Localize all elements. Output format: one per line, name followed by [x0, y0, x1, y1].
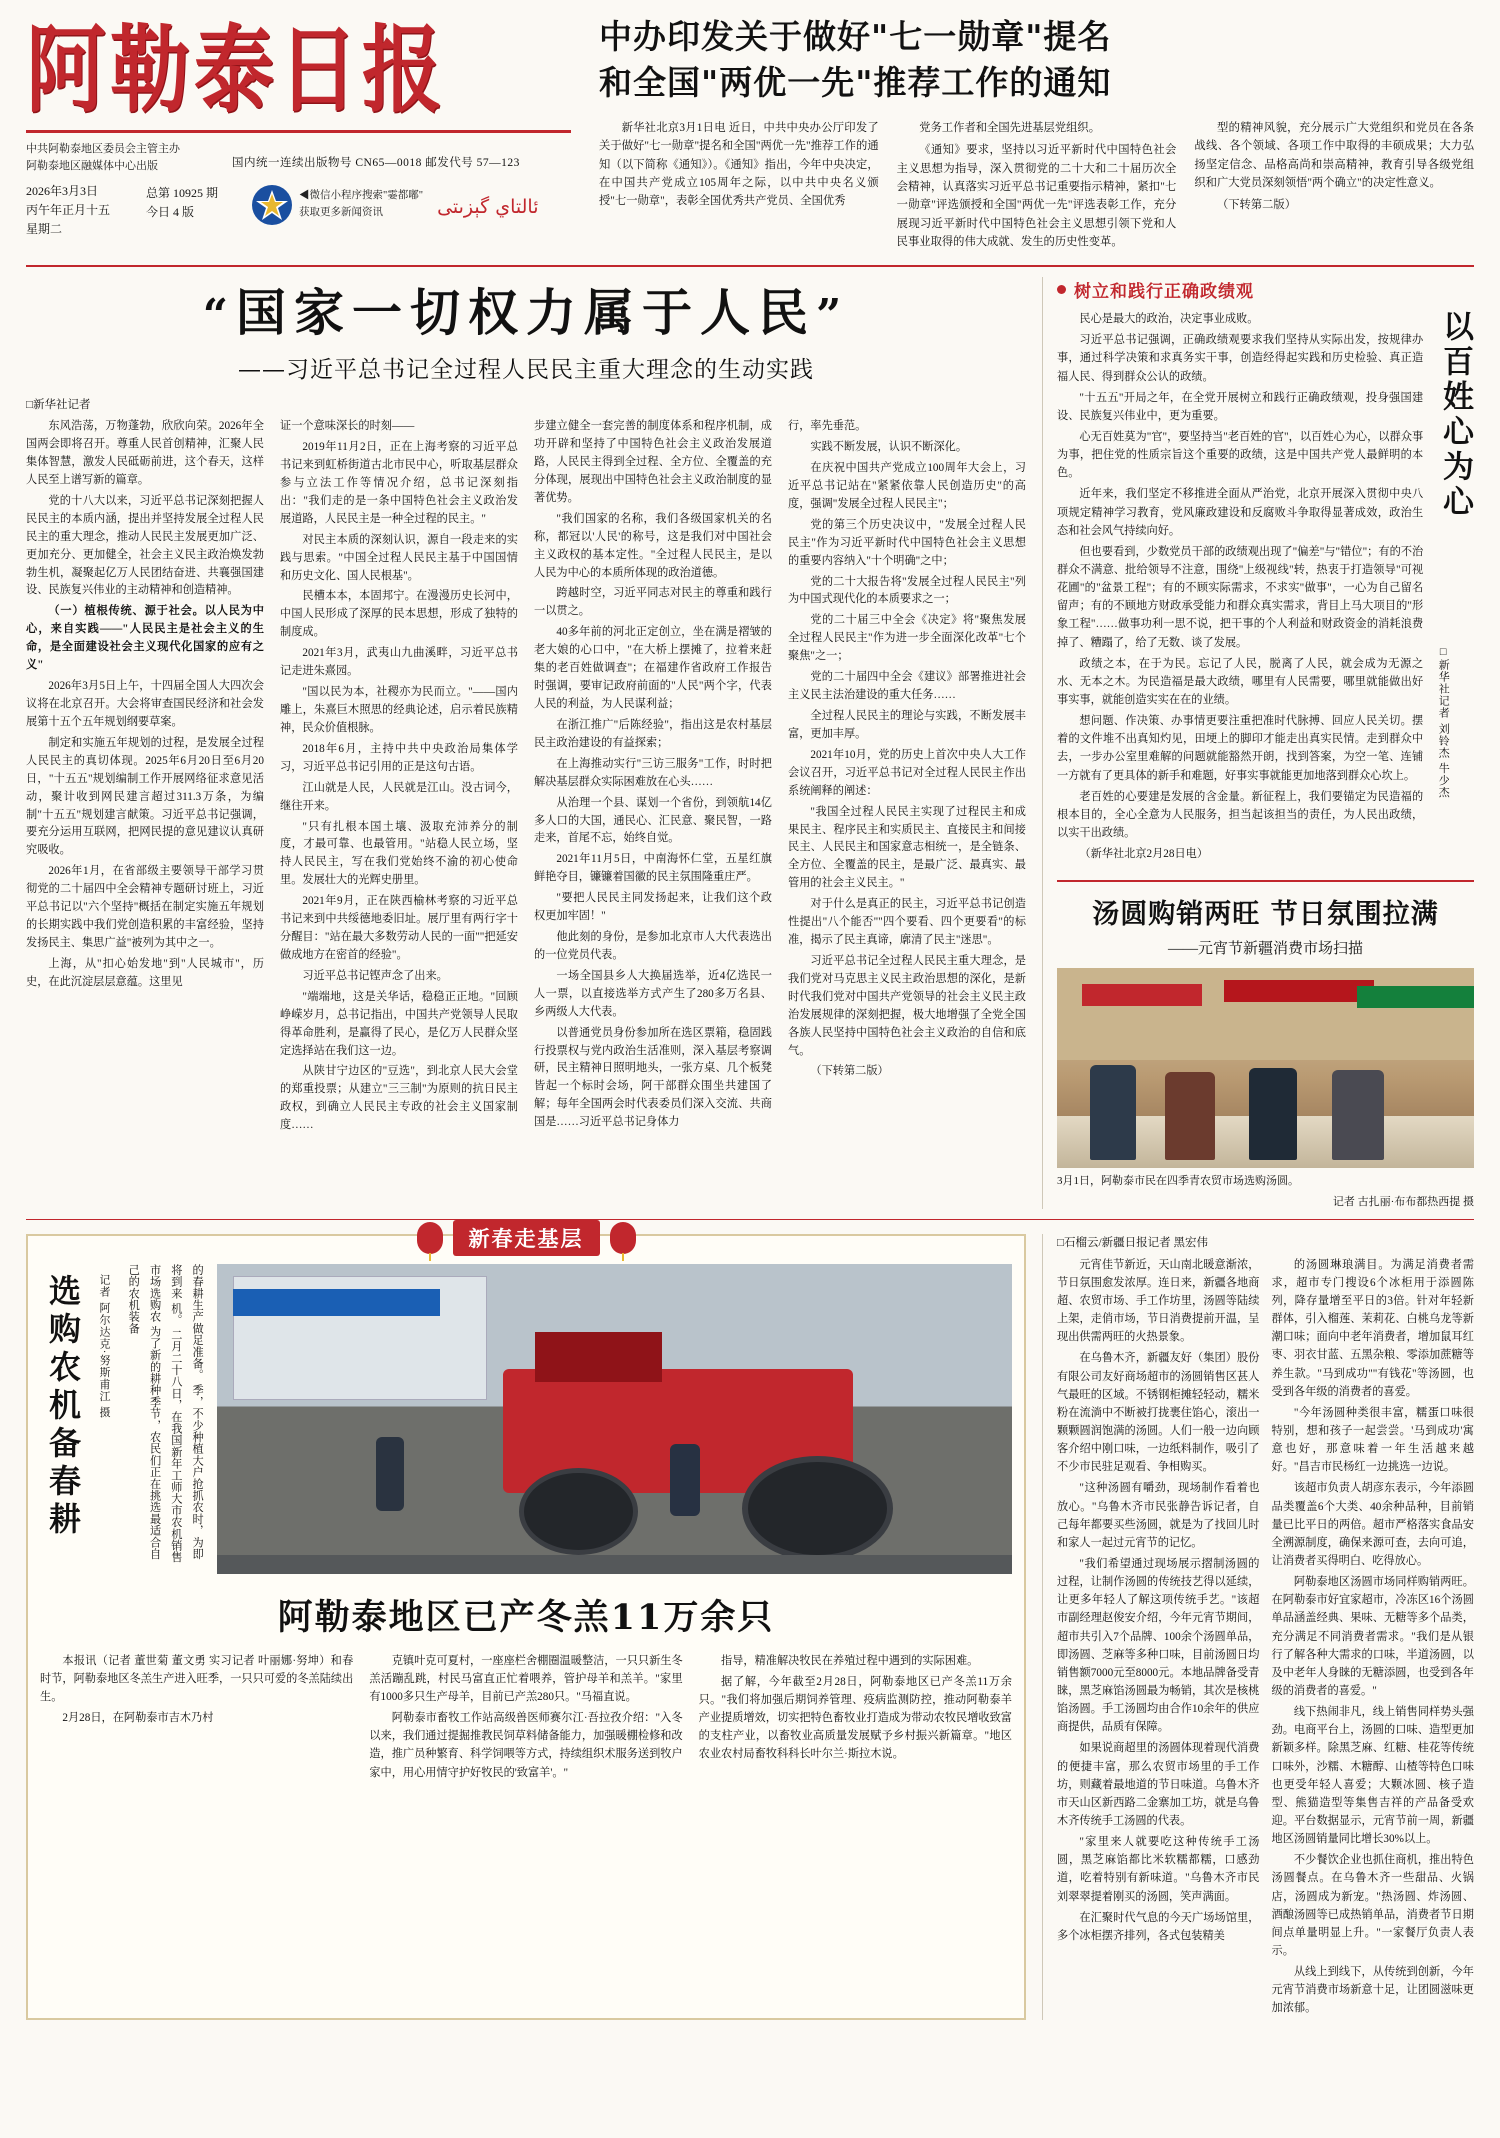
paragraph: 近年来，我们坚定不移推进全面从严治党，北京开展深入贯彻中央八项规定精神学习教育，党风廉政建设和反腐败斗争取得显著成效，政治生态和社会风气持续向好。	[1057, 488, 1424, 537]
paragraph: "这种汤圆有嚼劲，现场制作看着也放心。"乌鲁木齐市民张静告诉记者，自己每年都要买些汤圆，就是为了找回儿时和家人一起过元宵节的记忆。	[1057, 1482, 1260, 1549]
paragraph: 如果说商超里的汤圆体现着现代消费的便捷丰富，那么农贸市场里的手工作坊，则藏着最地道的节日味道。乌鲁木齐市天山区新西路二金寨加工坊，就是乌鲁木齐传统手工汤圆的代表。	[1057, 1742, 1260, 1827]
photo-person-4	[1332, 1070, 1384, 1160]
section-heading: （一）植根传统、源于社会。以人民为中心，来自实践——"人民民主是社会主义的生命，是全面建设社会主义现代化国家的应有之义"	[26, 605, 264, 672]
miniprogram-promo[interactable]	[251, 182, 539, 226]
feature-headline-text: 国家一切权力属于人民	[236, 283, 816, 343]
top-story-col-3	[1194, 119, 1474, 255]
paragraph: 2021年10月，党的历史上首次中央人大工作会议召开，习近平总书记对全过程人民民主作出系统阐释的阐述：	[788, 748, 1026, 797]
paragraph: 上海，从"扣心始发地"到"人民城市"，历史，在此沉淀层层意蕴。这里见	[26, 957, 264, 988]
paragraph: 制定和实施五年规划的过程，是发展全过程人民民主的真切体现。2025年6月20日至6月20日，"十五五"规划编制工作开展网络征求意见活动，聚计收到网民建言超过311.3万条，为编制"十五五"规划建言献策。习近平总书记强调，要充分运用互联网，把网民提的意见建议认真研究吸收。	[26, 736, 264, 857]
spring-banner	[371, 1220, 681, 1256]
paragraph: "今年汤圆种类很丰富，糯蛋口味很特别，想和孩子一起尝尝。'马到成功'寓意也好，那意味着一年生活越来越好。"昌吉市民杨红一边挑选一边说。	[1271, 1406, 1474, 1474]
masthead-right	[585, 14, 1474, 255]
paragraph: "端端地，这是关华话，稳稳正正地。"回顾峥嵘岁月，总书记指出，中国共产党领导人民取得革命胜利，是赢得了民心，是亿万人民群众坚定选择站在我们这一边。	[280, 990, 518, 1057]
paragraph: 2021年11月5日，中南海怀仁堂，五星红旗鲜艳夺目，镰镰着国徽的民主氛围隆重庄严。	[534, 853, 772, 884]
paragraph: 该超市负责人胡彦东表示，今年添圆品类覆盖6个大类、40余种品种，目前销量已比平日的两倍。超市严格落实食品安全溯源制度，确保来源可查，去向可追，让消费者买得明白、吃得放心。	[1271, 1482, 1474, 1567]
paragraph: 2月28日，在阿勒泰市吉木乃村	[62, 1712, 214, 1725]
paragraph: 心无百姓莫为"官"，要坚持当"老百姓的官"，以百姓心为心，以群众事为事，把住党的性质宗旨这个重要的政绩，这是中国共产党人最鲜明的本色。	[1057, 430, 1424, 480]
tangyuan-col-2	[1272, 1256, 1475, 2021]
top-story-columns	[599, 119, 1474, 255]
paragraph: 江山就是人民，人民就是江山。没古词今，继往开来。	[280, 781, 518, 812]
commentary-title: 以百姓心为心	[1437, 310, 1473, 521]
tractor-vertical-title: 选购农机备春耕	[44, 1273, 82, 1540]
lamb-columns	[40, 1652, 1012, 1785]
market-photo-scene	[1057, 968, 1474, 1168]
paragraph: 从线上到线下，从传统到创新，今年元宵节消费市场新意十足，让团圆滋味更加浓郁。	[1271, 1966, 1474, 2015]
paragraph: 对民主本质的深刻认识，源自一段走来的实践与思索。"中国全过程人民民主基于中国国情和历史文化、国人民根基"。	[280, 533, 518, 582]
spring-banner-label: 新春走基层	[453, 1220, 600, 1256]
paragraph: 证一个意味深长的时刻——	[280, 420, 415, 433]
paragraph: "只有扎根本国土壤、汲取充沛养分的制度，才最可靠、也最管用。"站稳人民立场，坚持人民民主，写在我们党始终不渝的初心使命里。发展壮大的光辉史册里。	[280, 820, 518, 887]
publisher-line-2: 阿勒泰地区融媒体中心出版	[26, 159, 158, 172]
date-lunar: 丙午年正月十五	[26, 203, 111, 218]
paragraph: 元宵佳节新近，天山南北暖意渐浓，节日氛围愈发浓厚。连日来，新疆各地商超、农贸市场、手工作坊里，汤圆等陆续上架，走俏市场，节日消费提前开温，呈现出供需两旺的火热景象。	[1057, 1258, 1260, 1344]
feature-columns	[26, 418, 1026, 1138]
paragraph: 老百姓的心要建是发展的含金量。新征程上，我们要锚定为民造福的根本目的，全心全意为人民服务，担当起该担当的责任，为人民出政绩，以实干出政绩。	[1057, 790, 1424, 839]
market-photo-caption: 3月1日，阿勒泰市民在四季青农贸市场选购汤圆。	[1057, 1175, 1299, 1188]
paragraph: 党的二十大报告将"发展全过程人民民主"列为中国式现代化的本质要求之一；	[788, 575, 1026, 606]
photo-store-sign-3	[1357, 986, 1474, 1008]
photo-person-3	[1249, 1068, 1297, 1160]
paragraph: 东风浩荡，万物蓬勃，欣欣向荣。2026年全国两会即将召开。尊重人民首创精神，汇聚人民集体智慧，激发人民砥砺前进，这个春天，这样人民至上谱写新的篇章。	[26, 420, 264, 486]
feature-col-2	[280, 418, 518, 1138]
feature-col-4	[788, 418, 1026, 1138]
paragraph: 他此刻的身份，是参加北京市人大代表选出的一位党员代表。	[534, 931, 772, 961]
photo-tractor-cab	[535, 1332, 662, 1382]
paragraph: 党的十八大以来，习近平总书记深刻把握人民民主的本质内涵，提出并坚持发展全过程人民民主的重大理念，推动人民民主发展更加广泛、更加充分、更加健全，社会主义民主政治焕发勃勃生机，凝聚起亿万人民团结奋进、共襄强国建设、民族复兴伟业的主动精神和创造精神。	[26, 494, 264, 597]
paragraph: 指导，精准解决牧民在养殖过程中遇到的实际困难。	[721, 1654, 979, 1667]
paragraph: 行，率先垂范。	[788, 420, 867, 433]
paragraph: 习近平总书记全过程人民民主重大理念，是我们党对马克思主义民主政治思想的深化，是新时代我们党对中国共产党领导的社会主义民主政治发展规律的深刻把握，极大地增强了全党全国各族人民坚持中国特色社会主义政治的自信和底气。	[788, 954, 1026, 1057]
bullet-dot-icon	[1057, 285, 1066, 294]
date-weekday: 星期二	[26, 222, 63, 237]
paragraph: "我们国家的名称，我们各级国家机关的名称，都冠以'人民'的称号，这是我们对中国社会主义政权的基本定性。"全过程人民民主，是以人民为中心的本质所体现的政治道德。	[534, 512, 772, 579]
photo-store-sign-2	[1224, 980, 1374, 1002]
lantern-icon-left	[417, 1222, 443, 1254]
lantern-icon-right	[610, 1222, 636, 1254]
star-logo-icon	[251, 184, 293, 226]
tractor-photo	[217, 1264, 1012, 1574]
tangyuan-col-1	[1057, 1256, 1260, 2021]
right-column	[1042, 277, 1474, 1209]
market-photo-credit: 记者 古扎丽·布布都热西提 摄	[1332, 1195, 1474, 1208]
paragraph: 40多年前的河北正定创立，坐在满是褶皱的老大娘的心口中，"在大桥上摆摊了，拉着来赶集的老百姓做调查"；在福建作省政府工作报告时强调，要审记政府前面的"人民"两个字，代表人民的利益，为人民谋利益；	[534, 626, 772, 710]
paragraph: 2026年1月，在省部级主要领导干部学习贯彻党的二十届四中全会精神专题研讨班上，习近平总书记以"六个坚持"概括在制定实施五年规划的长期实践中我们党创造积累的丰富经验，坚持发扬民主、集思广益"被列为其中之一。	[26, 865, 264, 949]
feature-headline	[26, 283, 1026, 343]
issn-info: 国内统一连续出版物号 CN65—0018 邮发代号 57—123	[232, 157, 520, 169]
masthead-date-row	[26, 182, 571, 240]
paragraph: 从陕甘宁边区的"豆选"，到北京人民大会堂的郑重投票；从建立"三三制"为原则的抗日民主政权，到确立人民民主专政的社会主义国家制度……	[280, 1065, 518, 1132]
paragraph: 阿勒泰地区汤圆市场同样购销两旺。在阿勒泰市好宜家超市，冷冻区16个汤圆单品涵盖经典、果味、无糖等多个品类，充分满足不同消费者需求。"我们是从银行了解各种大需求的口味，半道汤圆，以及中老年人身睐的无糖添圆，也受到各年级的消费者的喜爱。"	[1271, 1576, 1474, 1697]
paragraph: 党的二十届四中全会《建议》部署推进社会主义民主法治建设的重大任务……	[788, 671, 1026, 702]
spring-festival-feature	[26, 1225, 1026, 2021]
commentary-kicker-text: 树立和践行正确政绩观	[1074, 282, 1254, 303]
paragraph: 在乌鲁木齐，新疆友好（集团）股份有限公司友好商场超市的汤圆销售区甚人气最旺的区域。不锈钢柜摊轻轻动，糯米粉在流淌中不断被打拢裹住馅心，滚出一颗颗圆润饱满的汤圆。人们一般一边向顾客介绍中刚口味，一边纸料制作，吸引了不少市民驻足观看、争相购买。	[1057, 1352, 1260, 1474]
masthead-left	[26, 14, 571, 240]
feature-article	[26, 277, 1026, 1209]
photo-shop-sign	[233, 1289, 440, 1317]
paragraph: 政绩之本，在于为民。忘记了人民，脱离了人民，就会成为无源之水、无本之木。为民造福是最大政绩，哪里有人民需要，哪里就能做出好事实事，就能创造实实在在的业绩。	[1057, 657, 1424, 706]
top-headline-line-1: 中办印发关于做好"七一勋章"提名	[599, 17, 1112, 56]
paragraph: "十五五"开局之年，在全党开展树立和践行正确政绩观，投身强国建设、民族复兴伟业中，更为重要。	[1057, 391, 1424, 422]
masthead	[26, 14, 1474, 255]
paragraph: （新华社北京2月28日电）	[1079, 848, 1209, 861]
paragraph: 对于什么是真正的民主，习近平总书记创造性提出"八个能否""四个要看、四个更要看"的标准，揭示了民主真谛，廓清了民主"迷思"。	[788, 898, 1026, 947]
paragraph: 不少餐饮企业也抓住商机，推出特色汤圆餐点。在乌鲁木齐一些甜品、火锅店，汤圆成为新宠。"热汤圆、炸汤圆、酒酿汤圆等已成热销单品，消费者节日期间点单量明显上升。"一家餐厅负责人表示。	[1271, 1854, 1474, 1957]
photo-ground	[217, 1555, 1012, 1574]
tractor-caption-text: 的春耕生产做足准备。 季，不少种植大户抢抓农时，为即将到来 机。 二月二十八日，在我国新年工师大市农机销售市场选购农 为了新的耕种季节，农民们正在挑选最适合自己的农机装备	[127, 1263, 204, 1563]
tractor-row	[40, 1264, 1012, 1574]
paragraph: 在汇聚时代气息的今天广场场馆里，多个冰柜摆齐排列，各式包装精美	[1057, 1911, 1260, 1942]
lamb-byline: 本报讯（记者 董世菊 董文勇 实习记者 叶丽娜·努坤）和春时节，阿勒泰地区冬羔生产进入旺季，一只只可爱的冬羔陆续出生。	[40, 1654, 354, 1703]
paragraph: 2026年3月5日上午，十四届全国人大四次会议将在北京召开。大会将审查国民经济和社会发展第十五个五年规划纲要草案。	[26, 680, 264, 728]
photo-person-2	[1165, 1072, 1215, 1160]
paragraph: 从治理一个县、谋划一个省份，到领航14亿多人口的大国，通民心、汇民意、聚民智，一路走来，首尾不忘，始终自觉。	[534, 796, 772, 845]
paragraph: 习近平总书记铿声念了出来。	[302, 969, 448, 982]
masthead-rule	[26, 130, 571, 133]
paragraph: "国以民为本，社稷亦为民而立。"——国内雕上，朱熹巨木照思的经典论述，启示着民族精神，民众价值根脉。	[280, 686, 518, 734]
paragraph: 民心是最大的政治，决定事业成败。	[1079, 313, 1259, 326]
top-headline	[599, 14, 1474, 105]
paragraph: 2018年6月，主持中共中央政治局集体学习，习近平总书记引用的正是这句古语。	[280, 742, 518, 773]
top-story-col-1	[599, 119, 879, 255]
paragraph: 在浙江推广"后陈经验"，指出这是农村基层民主政治建设的有益探索；	[534, 718, 772, 749]
paragraph: 在庆祝中国共产党成立100周年大会上，习近平总书记站在"紧紧依靠人民创造历史"的高度，强调"发展全过程人民民主"；	[788, 461, 1026, 510]
lamb-col-1	[40, 1652, 353, 1785]
paragraph: "我国全过程人民民主实现了过程民主和成果民主、程序民主和实质民主、直接民主和间接民主、人民民主和国家意志相统一，是全链条、全方位、全覆盖的民主，是最广泛、最真实、最管用的社会主义民主。"	[788, 805, 1026, 890]
paragraph: 但也要看到，少数党员干部的政绩观出现了"偏差"与"错位"；有的不治群众不满意、批给领导不注意，围绕"上级视线"转，热衷于打造领导"可视花圃"的"盆景工程"；有的不顾实际需求，不求实"做事"，一心为自己留名留声；有的不顾地方财政承受能力和群众真实需求，背目上马大项目的"形象工程"……做事功利一思不说，把干事的个人利益和财政资金的消耗浪费掉了、糟蹋了，给了无数、谈了发展。	[1057, 545, 1424, 649]
publisher-line-1: 中共阿勒泰地区委员会主管主办	[26, 143, 180, 155]
photo-person-right	[670, 1444, 700, 1516]
paragraph: 民槽本本，本固邦宁。在漫漫历史长河中，中国人民形成了深厚的民本思想，形成了独特的制度成。	[280, 590, 518, 639]
date-gregorian: 2026年3月3日	[26, 184, 99, 198]
paragraph: 党务工作者和全国先进基层党组织。	[919, 122, 1101, 135]
paragraph: （下转第二版）	[1216, 199, 1297, 212]
photo-store-sign-1	[1082, 984, 1202, 1006]
lamb-col-3	[699, 1652, 1012, 1785]
tangyuan-headline: 汤圆购销两旺 节日氛围拉满	[1092, 899, 1439, 931]
paragraph: 《通知》要求，坚持以习近平新时代中国特色社会主义思想为指导，深入贯彻党的二十大和二十届历次全会精神，认真落实习近平总书记重要指示精神，紧扣"七一勋章"评选颁授和全国"两优一先"评选表彰工作，充分展现习近平新时代中国特色社会主义思想引领下党和人民事业取得的伟大成就、发生的历史性变革。	[896, 144, 1177, 248]
paragraph: "家里来人就要吃这种传统手工汤圆，黑芝麻馅都比米软糯都糯，口感劲道，吃着特别有新味道。"乌鲁木齐市民刘翠翠提着刚买的汤圆，笑声满面。	[1057, 1836, 1260, 1903]
quote-open: “	[202, 290, 236, 342]
paragraph: 据了解，今年截至2月28日，阿勒泰地区已产冬羔11万余只。"我们将加强后期饲养管理、疫病监测防控，推动阿勒泰羊产业提质增效，切实把特色畜牧业打造成为带动农牧民增收致富的支柱产业，以畜牧业高质量发展赋予乡村振兴新篇章。"地区农业农村局畜牧科科长叶尔兰·斯拉木说。	[698, 1675, 1012, 1761]
paragraph: 2019年11月2日，正在上海考察的习近平总书记来到虹桥街道古北市民中心，听取基层群众参与立法工作等情况介绍，总书记深刻指出："我们走的是一条中国特色社会主义政治发展道路，人民民主是一种全过程的民主。"	[280, 441, 518, 525]
market-photo	[1057, 968, 1474, 1168]
bottom-section	[26, 1225, 1474, 2021]
paragraph: 全过程人民民主的理论与实践，不断发展丰富，更加丰厚。	[788, 709, 1026, 740]
feature-byline: □新华社记者	[26, 399, 91, 412]
paragraph: 2021年9月，正在陕西榆林考察的习近平总书记来到中共绥德地委旧址。展厅里有两行字十分醒目："站在最大多数劳动人民的一面""把延安做成地方在密首的经验"。	[280, 895, 518, 961]
quote-close: ”	[816, 290, 850, 342]
tangyuan-byline: □石榴云/新疆日报记者 黑宏伟	[1057, 1236, 1209, 1249]
right-divider	[1057, 880, 1474, 882]
masthead-info	[26, 141, 571, 174]
paragraph: 新华社北京3月1日电 近日，中共中央办公厅印发了关于做好"七一勋章"提名和全国"两优一先"推荐工作的通知（以下简称《通知》）。《通知》指出，今年中央决定，在中国共产党成立105周年之际，以中共中央名义颁授"七一勋章"，表彰全国优秀共产党员、全国优秀	[599, 122, 879, 208]
feature-col-1	[26, 418, 264, 1138]
tractor-photo-credit: 记者 阿尔达克·努斯甫江 摄	[98, 1273, 110, 1418]
issue-block	[146, 182, 241, 222]
commentary-body	[1057, 310, 1474, 866]
photo-tractor-wheel-front	[519, 1468, 638, 1555]
lamb-col-2	[369, 1652, 682, 1785]
tangyuan-subtitle: ——元宵节新疆消费市场扫描	[1167, 941, 1363, 958]
lamb-headline: 阿勒泰地区已产冬羔11万余只	[277, 1596, 775, 1638]
paragraph: 线下热闹非凡，线上销售同样势头强劲。电商平台上，汤圆的口味、造型更加新颖多样。除黑芝麻、红糖、桂花等传统口味外，沙糯、木糖醇、山楂等特色口味也更受年轻人喜爱；大颗冰圆、核子造型、熊猫造型等集售吉祥的产品备受欢迎。平台数据显示，元宵节前一周，新疆地区汤圆销量同比增长30%以上。	[1271, 1706, 1474, 1846]
miniprogram-line-1: ◀微信小程序搜索"霎都嘟"	[299, 190, 424, 202]
main-content	[26, 277, 1474, 1209]
date-block	[26, 182, 136, 240]
paragraph: 克镇叶克可夏村，一座座栏舍棚圈温暖整洁，一只只新生冬羔活蹦乱跳，村民马富直正忙着喂养，管护母羊和羔羊。"家里有1000多只生产母羊，目前已产羔280只。"马福直说。	[369, 1654, 683, 1703]
feature-col-3	[534, 418, 772, 1138]
miniprogram-line-2: 获取更多新闻资讯	[299, 207, 383, 218]
paragraph: 实践不断发展，认识不断深化。	[810, 441, 968, 454]
issue-number: 总第 10925 期	[146, 186, 219, 200]
paragraph: 的汤圆琳琅满目。为满足消费者需求，超市专门搜设6个冰柜用于添圆陈列，降存量增至平日的3倍。针对年轻新群体，引入榴莲、茉莉花、白桃乌龙等新潮口味；面向中老年消费者，增加鼠耳红枣、羽衣甘蓝、五黑杂粮、零添加蔗糖等养生款。"马到成功""有钱花"等汤圆，也受到各年级的消费者的喜爱。	[1271, 1258, 1474, 1398]
paragraph: 想问题、作决策、办事情更要注重把准时代脉搏、回应人民关切。摆着的文件堆不出真知灼见，田埂上的脚印才能走出真实民情。走到群众中去，一步办公室里难解的问题就能豁然开朗，找到答案，为空一笔、连铺一方就有了更具体的新手和难题，好事实事就能更加地落到群众心坎上。	[1057, 715, 1424, 782]
commentary-byline: □新华社记者 刘铃杰 牛少杰	[1437, 646, 1450, 799]
top-story-col-2	[897, 119, 1177, 255]
photo-person-1	[1090, 1065, 1136, 1160]
photo-tractor-wheel-rear	[742, 1456, 893, 1561]
paragraph: "我们希望通过现场展示摺制汤圆的过程，让制作汤圆的传统技艺得以延续，让更多年轻人了解这项传统手艺。"该超市副经理赵俊安介绍，今年元宵节期间，超市共引入7个品牌、100余个汤圆单品，即汤圆、芝麻等多种口味，目前汤圆日均销售额7000元至8000元。本地品牌备受青睐，黑芝麻馅汤圆最为畅销，其次是核桃馅汤圆。手工汤圆均由合作10余年的供应商提供，品质有保障。	[1057, 1557, 1260, 1734]
page-count: 今日 4 版	[146, 205, 195, 220]
top-headline-line-2: 和全国"两优一先"推荐工作的通知	[599, 62, 1112, 102]
photo-person-left	[376, 1437, 404, 1511]
paragraph: 党的第三个历史决议中，"发展全过程人民民主"作为习近平新时代中国特色社会主义思想的重要内容纳入"十个明确"之中；	[788, 518, 1026, 567]
miniprogram-text	[299, 188, 423, 222]
feature-subtitle: ——习近平总书记全过程人民民主重大理念的生动实践	[238, 357, 814, 384]
publisher-info	[26, 141, 216, 174]
paragraph: 阿勒泰市畜牧工作站高级兽医师赛尔江·吾拉孜介绍："入冬以来，我们通过提掘推教民饲草料储备能力，加强暖棚检修和改造，推广员种繁育、科学饲喂等方式，持续组织术服务送到牧户家中，用心用情守护好牧民的'致富羊'。"	[369, 1712, 683, 1779]
paragraph: 以普通党员身份参加所在选区票箱，稳固践行投票权与党内政治生活准则，深入基层考察调研，民主精神日照明地头，一张方桌、几个板凳皆起一个标时会场，阿干部群众围坐共建国了解；每年全国两会时代表委员们深入交流、共商国是……习近平总书记身体力	[534, 1026, 772, 1129]
tangyuan-columns	[1057, 1256, 1474, 2021]
paragraph: 步建立健全一套完善的制度体系和程序机制，成功开辟和坚持了中国特色社会主义政治发展道路，人民民主得到全过程、全方位、全覆盖的充分体现，展现出中国特色社会主义政治制度的显著优势。	[534, 420, 772, 504]
paragraph: 党的二十届三中全会《决定》将"聚焦发展全过程人民民主"作为进一步全面深化改革"七个聚焦"之一；	[788, 614, 1026, 663]
uyghur-title: ئالتاي گېزىتى	[437, 196, 539, 218]
divider-rule-mid	[26, 1219, 1474, 1220]
paragraph: 型的精神风貌，充分展示广大党组织和党员在各条战线、各个领域、各项工作中取得的丰硕成果；大力弘扬坚定信念、品格高尚和崇高精神，教育引导各级党组织和广大党员深刻领悟"两个确立"的决定性意义。	[1194, 122, 1475, 189]
paragraph: 2021年3月，武夷山九曲溪畔，习近平总书记走进朱熹园。	[280, 647, 518, 678]
paragraph: 跨越时空，习近平同志对民主的尊重和践行一以贯之。	[534, 587, 772, 618]
paragraph: 在上海推动实行"三访三服务"工作，时时把解决基层群众实际困难放在心头……	[534, 757, 772, 788]
divider-rule-top	[26, 265, 1474, 267]
tangyuan-article-body	[1042, 1234, 1474, 2021]
commentary-text	[1057, 310, 1423, 866]
paragraph: "要把人民民主同发扬起来，让我们这个政权更加牢固！"	[534, 892, 772, 923]
commentary-title-wrap	[1435, 310, 1474, 866]
paragraph: 一场全国县乡人大换届选举，近4亿选民一人一票，以直接选举方式产生了280多万名县、乡两级人大代表。	[534, 969, 772, 1018]
newspaper-logo: 阿勒泰日报	[26, 14, 446, 126]
commentary-kicker	[1057, 277, 1474, 302]
paragraph: 习近平总书记强调，正确政绩观要求我们坚持从实际出发，按规律办事，通过科学决策和求真务实干事，创造经得起实践和历史检验、真正造福人民、得到群众公认的政绩。	[1057, 334, 1424, 383]
paragraph: （下转第二版）	[810, 1065, 889, 1078]
